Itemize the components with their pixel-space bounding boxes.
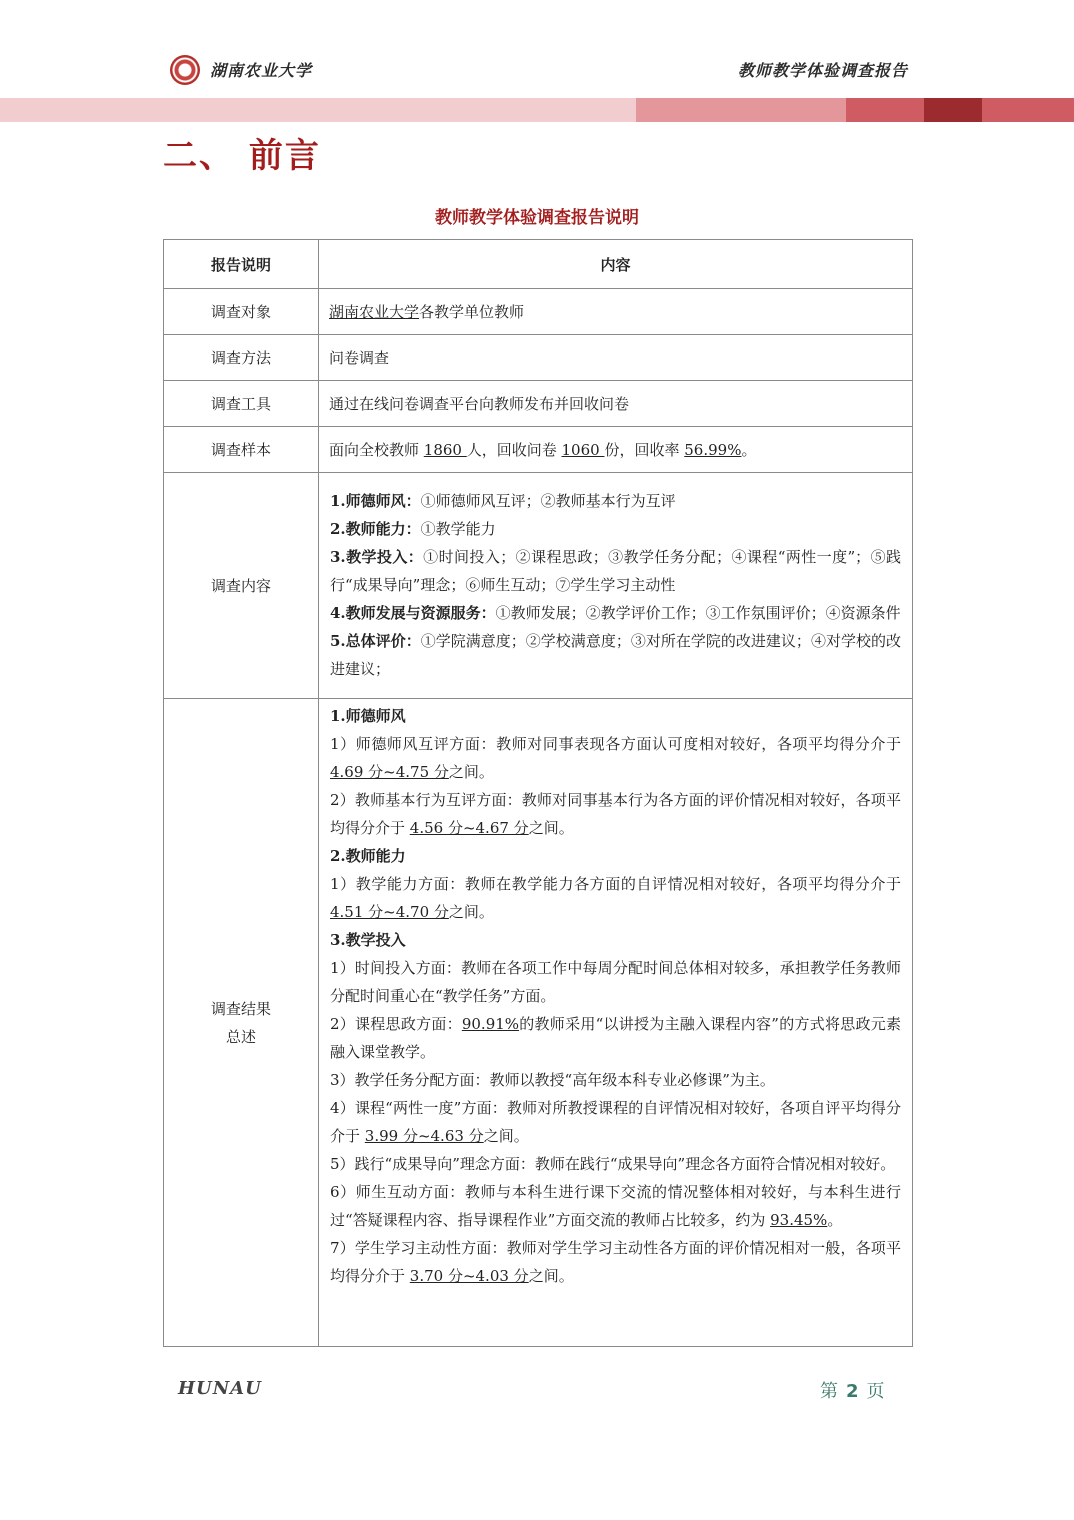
- row-label: 调查结果 总述: [164, 699, 319, 1347]
- header-cell-label: 报告说明: [164, 240, 319, 289]
- row-value: [319, 699, 913, 1347]
- section-title: 二、 前言: [163, 136, 321, 176]
- teacher-count: 1860: [423, 441, 467, 459]
- row-value: 通过在线问卷调查平台向教师发布并回收问卷: [319, 381, 913, 427]
- result-heading: 3.教学投入: [330, 931, 406, 949]
- table-row-results: [164, 699, 913, 1347]
- result-paragraph: 1）师德师风互评方面：教师对同事表现各方面认可度相对较好，各项平均得分介于 4.69 分~4.75 分之间。: [330, 735, 901, 781]
- response-count: 1060: [561, 441, 605, 459]
- row-label: 调查对象: [164, 289, 319, 335]
- result-paragraph: 1）时间投入方面：教师在各项工作中每周分配时间总体相对较多，承担教学任务教师分配时间重心在“教学任务”方面。: [330, 959, 901, 1005]
- row-label: 调查工具: [164, 381, 319, 427]
- university-logo-icon: [170, 55, 200, 85]
- result-paragraph: 5）践行“成果导向”理念方面：教师在践行“成果导向”理念各方面符合情况相对较好。: [330, 1155, 896, 1173]
- content-item: 2.教师能力：①教学能力: [330, 519, 496, 538]
- header-cell-content: 内容: [319, 240, 913, 289]
- result-heading: 2.教师能力: [330, 847, 406, 865]
- header-band-dark: [924, 98, 982, 122]
- row-value: 面向全校教师 1860 人，回收问卷 1060 份，回收率 56.99%。: [319, 427, 913, 473]
- page-number: 第 2 页: [820, 1381, 885, 1402]
- result-paragraph: 4）课程“两性一度”方面：教师对所教授课程的自评情况相对较好，各项自评平均得分介于 3.99 分~4.63 分之间。: [330, 1099, 901, 1145]
- footer-brand: HUNAU: [178, 1378, 262, 1399]
- header-band-strong: [846, 98, 924, 122]
- row-label: 调查方法: [164, 335, 319, 381]
- row-value: 湖南农业大学各教学单位教师: [319, 289, 913, 335]
- report-title: 教师教学体验调查报告: [737, 61, 908, 80]
- result-paragraph: 6）师生互动方面：教师与本科生进行课下交流的情况整体相对较好，与本科生进行过“答疑课程内容、指导课程作业”方面交流的教师占比较多，约为 93.45%。: [330, 1183, 901, 1229]
- content-item: 4.教师发展与资源服务：①教师发展；②教学评价工作；③工作氛围评价；④资源条件: [330, 603, 901, 622]
- row-value: 问卷调查: [319, 335, 913, 381]
- row-value: [319, 473, 913, 699]
- table-row-content: [164, 473, 913, 699]
- result-paragraph: 2）课程思政方面：90.91%的教师采用“以讲授为主融入课程内容”的方式将思政元素融入课堂教学。: [330, 1015, 902, 1061]
- university-link[interactable]: 湖南农业大学: [329, 303, 420, 321]
- content-item: 3.教学投入：①时间投入；②课程思政；③教学任务分配；④课程“两性一度”；⑤践行“成果导向”理念；⑥师生互动；⑦学生学习主动性: [330, 547, 901, 594]
- table-row: [164, 381, 913, 427]
- content-item: 5.总体评价：①学院满意度；②学校满意度；③对所在学院的改进建议；④对学校的改进建议；: [330, 631, 901, 678]
- row-label: 调查样本: [164, 427, 319, 473]
- table-row: [164, 289, 913, 335]
- header-band-light: [0, 98, 636, 122]
- header-band-end: [982, 98, 1074, 122]
- response-rate: 56.99%: [684, 441, 742, 459]
- header-band-mid: [636, 98, 846, 122]
- result-paragraph: 1）教学能力方面：教师在教学能力各方面的自评情况相对较好，各项平均得分介于 4.51 分~4.70 分之间。: [330, 875, 901, 921]
- result-heading: 1.师德师风: [330, 707, 406, 725]
- university-name: 湖南农业大学: [210, 61, 313, 80]
- row-label: 调查内容: [164, 473, 319, 699]
- table-caption: 教师教学体验调查报告说明: [435, 208, 639, 228]
- result-paragraph: 7）学生学习主动性方面：教师对学生学习主动性各方面的评价情况相对一般，各项平均得分介于 3.70 分~4.03 分之间。: [330, 1239, 901, 1285]
- table-row: [164, 427, 913, 473]
- table-row: [164, 335, 913, 381]
- report-table: [163, 239, 913, 1347]
- result-paragraph: 2）教师基本行为互评方面：教师对同事基本行为各方面的评价情况相对较好，各项平均得分介于 4.56 分~4.67 分之间。: [330, 791, 901, 837]
- table-header-row: [164, 240, 913, 289]
- content-item: 1.师德师风：①师德师风互评；②教师基本行为互评: [330, 491, 676, 510]
- result-paragraph: 3）教学任务分配方面：教师以教授“高年级本科专业必修课”为主。: [330, 1071, 775, 1089]
